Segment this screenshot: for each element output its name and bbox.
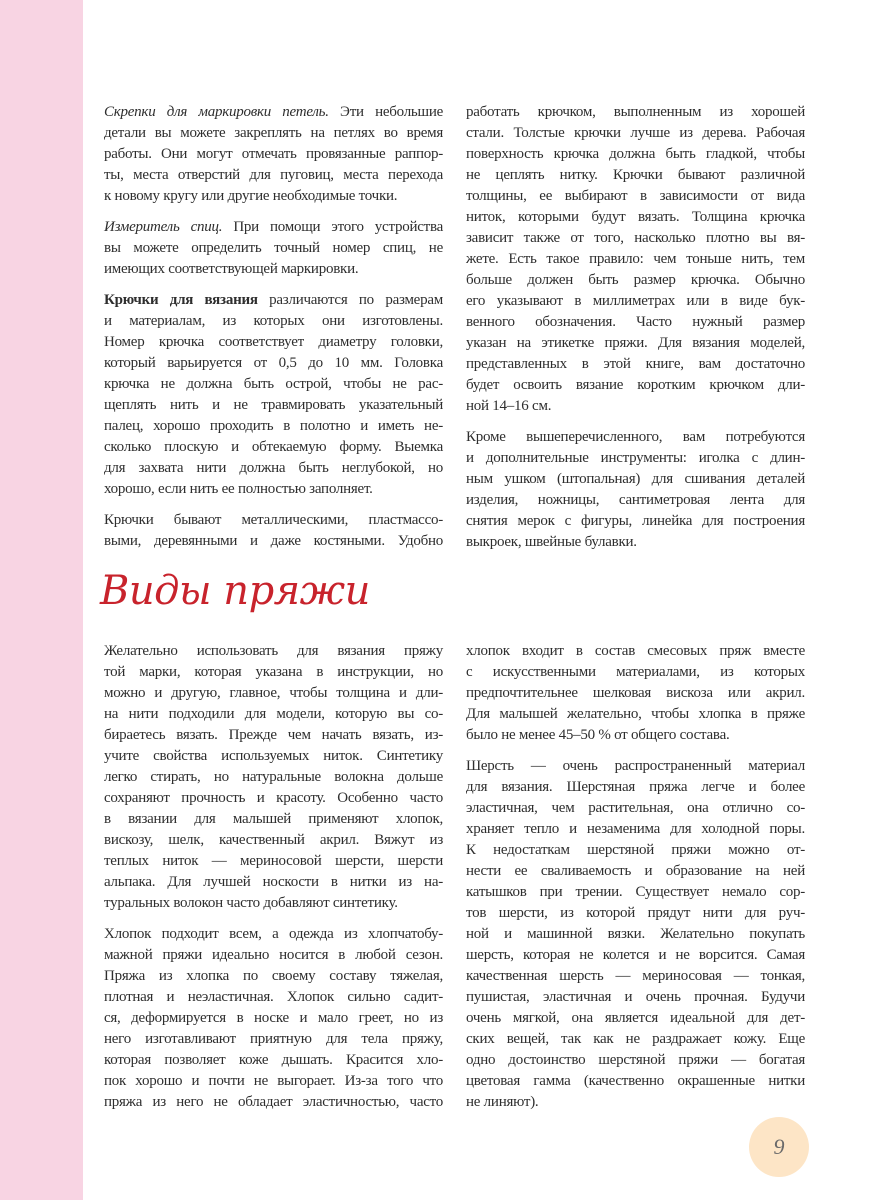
line-text: зависит также от того, насколько плотно вы вя-: [466, 230, 805, 246]
paragraph: [466, 756, 805, 1113]
line-text: пок хорошо и почти не выгорает. Из-за того что: [104, 1073, 443, 1089]
line-text: выкроек, швейные булавки.: [466, 534, 637, 550]
line-text: К недостаткам шерстяной пряжи можно от-: [466, 842, 805, 858]
text-line: [104, 479, 443, 500]
line-text: Хлопок подходит всем, а одежда из хлопчатобу-: [104, 926, 443, 942]
text-line: [104, 1092, 443, 1113]
line-text: стали. Толстые крючки лучше из дерева. Рабочая: [466, 125, 805, 141]
text-line: [466, 207, 805, 228]
line-text: детали вы можете закреплять на петлях во время: [104, 125, 443, 141]
line-text: не линяют).: [466, 1094, 539, 1110]
line-text: больше должен быть размер крючка. Обычно: [466, 272, 805, 288]
line-text: к новому кругу или другие необходимые точки.: [104, 188, 398, 204]
paragraph: [104, 510, 443, 552]
text-line: [104, 259, 443, 280]
line-text: храняет тепло и незаменима для холодной поры.: [466, 821, 805, 837]
line-text: шерсть, которая не колется и не ворсится. Самая: [466, 947, 805, 963]
line-text: работать крючком, выполненным из хорошей: [466, 104, 805, 120]
line-text: хлопок входит в состав смесовых пряж вместе: [466, 643, 805, 659]
text-line: [104, 311, 443, 332]
line-text: пушистая, эластичная и очень прочная. Будучи: [466, 989, 805, 1005]
line-text: плотная и неэластичная. Хлопок сильно садит-: [104, 989, 443, 1005]
line-text: крючка не должна быть острой, чтобы не рас-: [104, 376, 443, 392]
text-line: [466, 396, 805, 417]
text-line: [466, 725, 805, 746]
text-line: [104, 809, 443, 830]
text-line: [104, 945, 443, 966]
column-top-right: [466, 102, 805, 563]
text-line: [104, 788, 443, 809]
text-line: [104, 987, 443, 1008]
paragraph: [466, 641, 805, 746]
text-line: [104, 510, 443, 531]
text-line: [466, 375, 805, 396]
line-text: работы. Они могут отмечать провязанные раппор-: [104, 146, 443, 162]
line-text: учите свойства используемых ниток. Синтетику: [104, 748, 443, 764]
line-text: Шерсть — очень распространенный материал: [466, 758, 805, 774]
column-bottom-left: [104, 641, 443, 1123]
line-text: представленных в этой книге, вам достаточно: [466, 356, 805, 372]
line-text: туральных волокон часто добавляют синтетику.: [104, 895, 398, 911]
line-text: хорошо, если нить ее полностью заполняет.: [104, 481, 373, 497]
text-line: [104, 872, 443, 893]
text-line: [466, 1008, 805, 1029]
line-text: Эти небольшие: [328, 104, 444, 120]
line-text: его указывают в миллиметрах или в виде бук-: [466, 293, 805, 309]
italic-term: Скрепки для маркировки петель.: [104, 104, 329, 120]
line-text: легко стирать, но натуральные волокна дольше: [104, 769, 443, 785]
line-text: выми, деревянными и даже костяными. Удобно: [104, 533, 443, 549]
text-line: [466, 903, 805, 924]
line-text: поверхность крючка должна быть гладкой, чтобы: [466, 146, 805, 162]
line-text: различаются по размерам: [257, 292, 443, 308]
text-line: [104, 1008, 443, 1029]
line-text: не цеплять нитку. Крючки бывают различной: [466, 167, 805, 183]
paragraph: [104, 102, 443, 207]
text-line: [466, 819, 805, 840]
text-line: [466, 704, 805, 725]
text-line: [466, 840, 805, 861]
paragraph: [466, 102, 805, 417]
text-line: [466, 1029, 805, 1050]
text-line: [466, 427, 805, 448]
text-line: [466, 756, 805, 777]
text-line: [104, 123, 443, 144]
text-line: [104, 767, 443, 788]
text-line: [466, 966, 805, 987]
line-text: ной и машинной вязки. Желательно покупать: [466, 926, 805, 942]
text-line: [466, 945, 805, 966]
text-line: [466, 987, 805, 1008]
paragraph: [104, 290, 443, 500]
paragraph: [104, 924, 443, 1113]
text-line: [104, 374, 443, 395]
text-line: [466, 777, 805, 798]
text-line: [104, 353, 443, 374]
line-text: сколько плоскую и обтекаемую форму. Выемка: [104, 439, 443, 455]
text-line: [466, 1092, 805, 1113]
line-text: в вязании для малышей применяют хлопок,: [104, 811, 443, 827]
text-line: [104, 725, 443, 746]
text-line: [104, 186, 443, 207]
page-number: 9: [749, 1117, 809, 1177]
line-text: качественная шерсть — мериносовая — тонкая,: [466, 968, 805, 984]
text-line: [466, 333, 805, 354]
line-text: Для малышей желательно, чтобы хлопка в пряже: [466, 706, 805, 722]
section-heading: Виды пряжи: [100, 568, 370, 614]
text-line: [466, 469, 805, 490]
line-text: венного обозначения. Часто нужный размер: [466, 314, 805, 330]
text-line: [104, 966, 443, 987]
text-line: [466, 532, 805, 553]
line-text: на нити подходили для модели, которую вы со-: [104, 706, 443, 722]
text-line: [104, 1029, 443, 1050]
line-text: одно достоинство шерстяной пряжи — богатая: [466, 1052, 805, 1068]
text-line: [466, 144, 805, 165]
text-line: [466, 102, 805, 123]
text-line: [466, 490, 805, 511]
text-line: [104, 332, 443, 353]
italic-term: Измеритель спиц.: [104, 219, 223, 235]
text-line: [104, 851, 443, 872]
line-text: бираетесь вязать. Прежде чем начать вязать, из-: [104, 727, 443, 743]
line-text: изделия, ножницы, сантиметровая лента для: [466, 492, 805, 508]
text-line: [466, 662, 805, 683]
text-line: [466, 291, 805, 312]
text-line: [104, 395, 443, 416]
text-line: [104, 458, 443, 479]
line-text: и дополнительные инструменты: иголка с длин-: [466, 450, 805, 466]
line-text: вискозу, шелк, качественный акрил. Вяжут из: [104, 832, 443, 848]
line-text: той марки, которая указана в инструкции, но: [104, 664, 443, 680]
line-text: Пряжа из хлопка по своему составу тяжелая,: [104, 968, 443, 984]
paragraph: [466, 427, 805, 553]
text-line: [466, 165, 805, 186]
line-text: мажной пряжи идеально носится в любой сезон.: [104, 947, 443, 963]
column-bottom-right: [466, 641, 805, 1123]
text-line: [466, 882, 805, 903]
text-line: [104, 924, 443, 945]
text-line: [466, 312, 805, 333]
line-text: щеплять нить и не травмировать указательный: [104, 397, 443, 413]
line-text: нести ее сваливаемость и образование на ней: [466, 863, 805, 879]
text-line: [104, 531, 443, 552]
text-line: [466, 1050, 805, 1071]
text-line: [466, 249, 805, 270]
text-line: [466, 924, 805, 945]
line-text: ты, места отверстий для пуговиц, места перехода: [104, 167, 443, 183]
text-line: [104, 144, 443, 165]
line-text: сохраняют прочность и красоту. Особенно часто: [104, 790, 443, 806]
line-text: Номер крючка соответствует диаметру головки,: [104, 334, 443, 350]
line-text: палец, хорошо проходить в полотно и иметь не-: [104, 418, 443, 434]
column-top-left: [104, 102, 443, 562]
text-line: [466, 511, 805, 532]
text-line: [466, 123, 805, 144]
line-text: катышков при трении. Существует немало сор-: [466, 884, 805, 900]
line-text: ниток, которыми будут вязать. Толщина крючка: [466, 209, 805, 225]
text-line: [104, 893, 443, 914]
text-line: [466, 683, 805, 704]
text-line: [104, 704, 443, 725]
text-line: [104, 290, 443, 311]
line-text: которая позволяет коже дышать. Красится хло-: [104, 1052, 443, 1068]
line-text: Желательно использовать для вязания пряжу: [104, 643, 443, 659]
text-line: [104, 217, 443, 238]
text-line: [104, 830, 443, 851]
line-text: снятия мерок с фигуры, линейка для построения: [466, 513, 805, 529]
text-line: [104, 746, 443, 767]
line-text: с искусственными материалами, из которых: [466, 664, 805, 680]
line-text: будет освоить вязание коротким крючком дли-: [466, 377, 805, 393]
text-line: [466, 354, 805, 375]
line-text: ным ушком (штопальная) для сшивания деталей: [466, 471, 805, 487]
line-text: Крючки бывают металлическими, пластмассо-: [104, 512, 443, 528]
line-text: ной 14–16 см.: [466, 398, 552, 414]
line-text: него изготавливают приятную для тела пряжу,: [104, 1031, 443, 1047]
text-line: [104, 102, 443, 123]
line-text: предпочтительнее шелковая вискоза или акрил.: [466, 685, 805, 701]
line-text: ских вещей, так как не раздражает кожу. Еще: [466, 1031, 805, 1047]
line-text: теплых ниток — мериносовой шерсти, шерсти: [104, 853, 443, 869]
text-line: [104, 1050, 443, 1071]
text-line: [466, 228, 805, 249]
paragraph: [104, 641, 443, 914]
line-text: цветовая гамма (качественно окрашенные нитки: [466, 1073, 805, 1089]
line-text: толщины, ее выбирают в зависимости от вида: [466, 188, 805, 204]
line-text: который варьируется от 0,5 до 10 мм. Головка: [104, 355, 443, 371]
text-line: [466, 798, 805, 819]
text-line: [104, 641, 443, 662]
line-text: было не менее 45–50 % от общего состава.: [466, 727, 730, 743]
line-text: тов шерсти, из которой прядут нити для руч-: [466, 905, 805, 921]
text-line: [466, 1071, 805, 1092]
line-text: ся, деформируется в носке и мало греет, но из: [104, 1010, 443, 1026]
line-text: для вязания. Шерстяная пряжа легче и более: [466, 779, 805, 795]
line-text: для захвата нити должна быть неглубокой, но: [104, 460, 443, 476]
text-line: [104, 683, 443, 704]
line-text: очень мягкой, она является идеальной для дет-: [466, 1010, 805, 1026]
bold-term: Крючки для вязания: [104, 292, 258, 308]
line-text: При помощи этого устройства: [222, 219, 443, 235]
text-line: [466, 448, 805, 469]
line-text: Кроме вышеперечисленного, вам потребуются: [466, 429, 805, 445]
text-line: [466, 186, 805, 207]
text-line: [104, 238, 443, 259]
line-text: имеющих соответствующей маркировки.: [104, 261, 359, 277]
text-line: [466, 270, 805, 291]
text-line: [466, 861, 805, 882]
text-line: [104, 437, 443, 458]
text-line: [104, 1071, 443, 1092]
text-line: [104, 416, 443, 437]
line-text: жете. Есть такое правило: чем тоньше нить, тем: [466, 251, 805, 267]
text-line: [104, 662, 443, 683]
text-line: [104, 165, 443, 186]
text-line: [466, 641, 805, 662]
line-text: и материалам, из которых они изготовлены.: [104, 313, 443, 329]
line-text: можно и другую, главное, чтобы толщина и дли-: [104, 685, 443, 701]
line-text: вы можете определить точный номер спиц, не: [104, 240, 443, 256]
paragraph: [104, 217, 443, 280]
decorative-side-band: [0, 0, 83, 1200]
line-text: указан на этикетке пряжи. Для вязания моделей,: [466, 335, 805, 351]
line-text: альпака. Для лучшей носкости в нитки из на-: [104, 874, 443, 890]
line-text: эластичная, чем растительная, она отлично со-: [466, 800, 805, 816]
line-text: пряжа из него не обладает эластичностью, часто: [104, 1094, 443, 1110]
